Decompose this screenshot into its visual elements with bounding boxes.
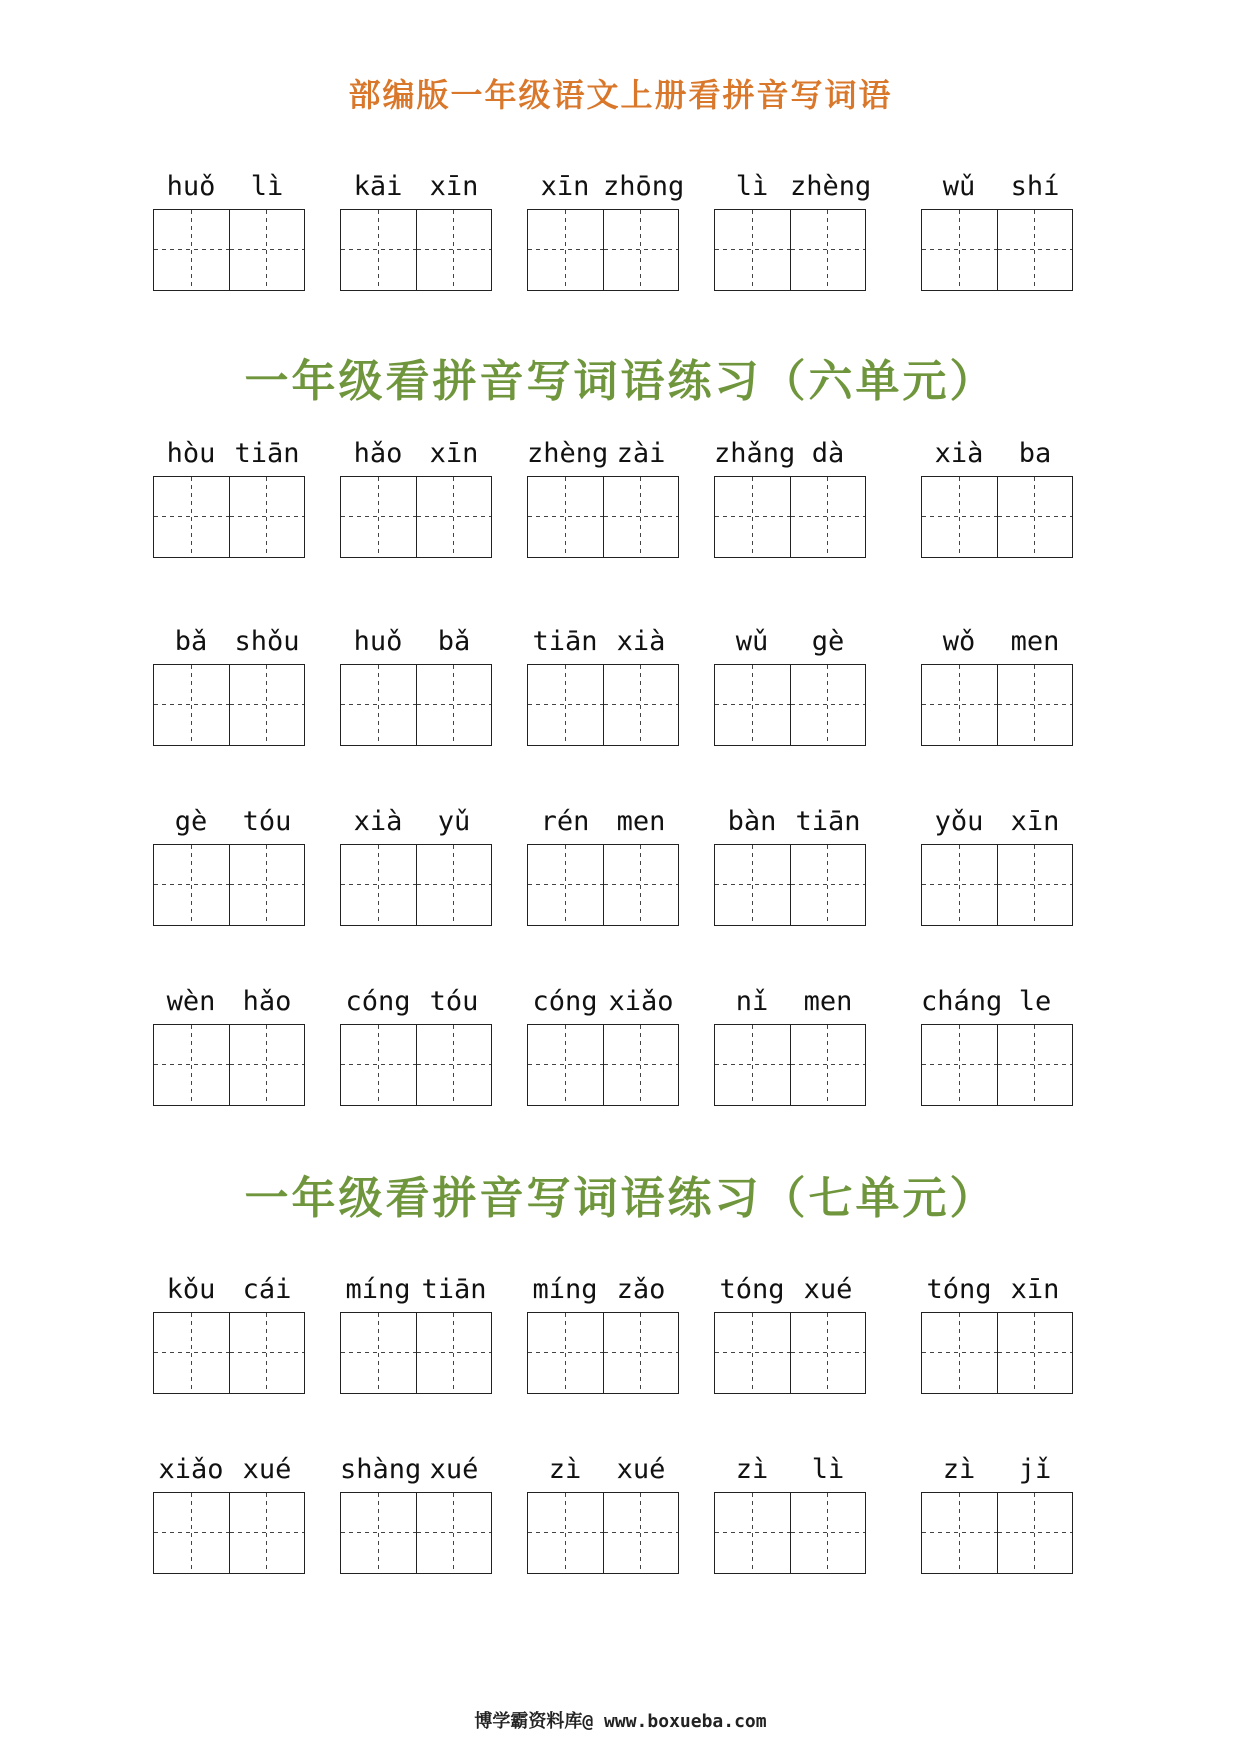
writing-grid <box>921 476 1073 558</box>
pinyin-syllable: men <box>1010 626 1060 657</box>
pinyin-label <box>153 1268 305 1312</box>
pinyin-syllable: bǎ <box>174 626 208 657</box>
pinyin-syllable: jǐ <box>1018 1454 1052 1485</box>
pinyin-syllable: cái <box>242 1274 292 1305</box>
writing-grid <box>153 1024 305 1106</box>
tianzige-cell[interactable] <box>922 845 997 925</box>
tianzige-cell[interactable] <box>790 477 865 557</box>
writing-grid <box>340 664 492 746</box>
tianzige-cell[interactable] <box>715 1025 790 1105</box>
word-exercise <box>153 980 305 1106</box>
pinyin-label <box>714 1448 866 1492</box>
pinyin-label <box>714 620 866 664</box>
pinyin-syllable: huǒ <box>353 626 403 657</box>
pinyin-syllable: lì <box>811 1454 845 1485</box>
pinyin-syllable: hǎo <box>353 438 403 469</box>
tianzige-cell[interactable] <box>715 1493 790 1573</box>
pinyin-label <box>527 1268 679 1312</box>
pinyin-syllable: xià <box>616 626 666 657</box>
pinyin-syllable: xué <box>803 1274 853 1305</box>
writing-grid <box>921 844 1073 926</box>
tianzige-cell[interactable] <box>528 1313 603 1393</box>
writing-grid <box>714 844 866 926</box>
tianzige-cell[interactable] <box>715 477 790 557</box>
pinyin-syllable: zhèng <box>527 438 609 469</box>
pinyin-label <box>340 1268 492 1312</box>
pinyin-label <box>714 1268 866 1312</box>
pinyin-syllable: zhōng <box>603 171 685 202</box>
pinyin-label <box>340 432 492 476</box>
writing-grid <box>527 1492 679 1574</box>
pinyin-label <box>527 980 679 1024</box>
pinyin-label <box>153 800 305 844</box>
pinyin-syllable: zì <box>942 1454 976 1485</box>
tianzige-cell[interactable] <box>922 210 997 290</box>
pinyin-syllable: zǎo <box>616 1274 666 1305</box>
tianzige-cell[interactable] <box>790 1025 865 1105</box>
pinyin-syllable: cháng <box>921 986 1003 1017</box>
tianzige-cell[interactable] <box>790 1493 865 1573</box>
pinyin-syllable: yǒu <box>934 806 984 837</box>
pinyin-syllable: tóu <box>429 986 479 1017</box>
pinyin-syllable: cóng <box>345 986 411 1017</box>
tianzige-cell[interactable] <box>997 210 1072 290</box>
tianzige-cell[interactable] <box>715 1313 790 1393</box>
writing-grid <box>714 1312 866 1394</box>
pinyin-syllable: míng <box>345 1274 411 1305</box>
word-exercise <box>527 800 679 926</box>
pinyin-syllable: wǔ <box>942 171 976 202</box>
pinyin-label <box>921 1448 1073 1492</box>
pinyin-label <box>921 432 1073 476</box>
tianzige-cell[interactable] <box>341 210 416 290</box>
tianzige-cell[interactable] <box>715 845 790 925</box>
pinyin-syllable: xiǎo <box>158 1454 224 1485</box>
word-exercise <box>340 800 492 926</box>
word-exercise <box>153 1448 305 1574</box>
tianzige-cell[interactable] <box>603 1493 678 1573</box>
tianzige-cell[interactable] <box>790 1313 865 1393</box>
pinyin-syllable: xīn <box>429 171 479 202</box>
tianzige-cell[interactable] <box>416 845 491 925</box>
pinyin-syllable: bàn <box>727 806 777 837</box>
word-exercise <box>714 432 866 558</box>
writing-grid <box>714 664 866 746</box>
tianzige-cell[interactable] <box>997 1025 1072 1105</box>
word-exercise <box>921 165 1073 291</box>
tianzige-cell[interactable] <box>154 665 229 745</box>
word-exercise <box>340 1448 492 1574</box>
pinyin-syllable: men <box>616 806 666 837</box>
pinyin-label <box>153 620 305 664</box>
writing-grid <box>714 476 866 558</box>
tianzige-cell[interactable] <box>528 1493 603 1573</box>
word-exercise <box>921 980 1073 1106</box>
word-exercise <box>714 1448 866 1574</box>
pinyin-label <box>153 1448 305 1492</box>
pinyin-syllable: wèn <box>166 986 216 1017</box>
word-exercise <box>153 165 305 291</box>
pinyin-label <box>340 620 492 664</box>
writing-grid <box>340 476 492 558</box>
tianzige-cell[interactable] <box>229 1313 304 1393</box>
tianzige-cell[interactable] <box>341 1025 416 1105</box>
tianzige-cell[interactable] <box>229 1025 304 1105</box>
pinyin-syllable: hǎo <box>242 986 292 1017</box>
pinyin-label <box>340 165 492 209</box>
tianzige-cell[interactable] <box>997 845 1072 925</box>
tianzige-cell[interactable] <box>416 1493 491 1573</box>
word-exercise <box>340 980 492 1106</box>
pinyin-syllable: shàng <box>340 1454 422 1485</box>
pinyin-syllable: dà <box>811 438 845 469</box>
word-exercise <box>921 1448 1073 1574</box>
tianzige-cell[interactable] <box>790 665 865 745</box>
pinyin-label <box>714 980 866 1024</box>
pinyin-syllable: tóu <box>242 806 292 837</box>
word-exercise <box>340 1268 492 1394</box>
pinyin-syllable: yǔ <box>437 806 471 837</box>
tianzige-cell[interactable] <box>997 1493 1072 1573</box>
pinyin-syllable: xīn <box>1010 806 1060 837</box>
tianzige-cell[interactable] <box>154 477 229 557</box>
pinyin-syllable: huǒ <box>166 171 216 202</box>
tianzige-cell[interactable] <box>341 845 416 925</box>
word-exercise <box>921 1268 1073 1394</box>
pinyin-syllable: xué <box>429 1454 479 1485</box>
pinyin-syllable: tiān <box>234 438 300 469</box>
pinyin-label <box>527 620 679 664</box>
tianzige-cell[interactable] <box>922 665 997 745</box>
tianzige-cell[interactable] <box>416 1313 491 1393</box>
word-exercise <box>527 620 679 746</box>
tianzige-cell[interactable] <box>229 845 304 925</box>
tianzige-cell[interactable] <box>603 665 678 745</box>
pinyin-label <box>921 165 1073 209</box>
pinyin-label <box>527 432 679 476</box>
pinyin-syllable: zhǎng <box>714 438 796 469</box>
writing-grid <box>714 209 866 291</box>
tianzige-cell[interactable] <box>341 665 416 745</box>
word-exercise <box>527 432 679 558</box>
pinyin-syllable: zì <box>548 1454 582 1485</box>
pinyin-syllable: xīn <box>1010 1274 1060 1305</box>
tianzige-cell[interactable] <box>154 845 229 925</box>
writing-grid <box>340 1492 492 1574</box>
tianzige-cell[interactable] <box>528 665 603 745</box>
writing-grid <box>527 1312 679 1394</box>
writing-grid <box>340 844 492 926</box>
tianzige-cell[interactable] <box>154 210 229 290</box>
writing-grid <box>153 476 305 558</box>
word-exercise <box>153 620 305 746</box>
pinyin-label <box>153 432 305 476</box>
tianzige-cell[interactable] <box>229 477 304 557</box>
word-exercise <box>921 800 1073 926</box>
pinyin-label <box>714 800 866 844</box>
word-exercise <box>714 800 866 926</box>
pinyin-label <box>921 800 1073 844</box>
tianzige-cell[interactable] <box>603 210 678 290</box>
writing-grid <box>527 476 679 558</box>
word-exercise <box>921 620 1073 746</box>
tianzige-cell[interactable] <box>790 210 865 290</box>
pinyin-syllable: ba <box>1018 438 1052 469</box>
pinyin-label <box>153 165 305 209</box>
pinyin-syllable: hòu <box>166 438 216 469</box>
tianzige-cell[interactable] <box>229 1493 304 1573</box>
pinyin-syllable: zhèng <box>790 171 872 202</box>
pinyin-syllable: lì <box>250 171 284 202</box>
writing-grid <box>921 1312 1073 1394</box>
pinyin-syllable: xià <box>934 438 984 469</box>
pinyin-label <box>921 1268 1073 1312</box>
tianzige-cell[interactable] <box>528 477 603 557</box>
word-exercise <box>153 800 305 926</box>
writing-grid <box>527 1024 679 1106</box>
pinyin-syllable: wǒ <box>942 626 976 657</box>
writing-grid <box>527 844 679 926</box>
word-exercise <box>153 1268 305 1394</box>
writing-grid <box>714 1024 866 1106</box>
document-title: 部编版一年级语文上册看拼音写词语 <box>348 76 893 114</box>
writing-grid <box>921 1024 1073 1106</box>
pinyin-syllable: gè <box>811 626 845 657</box>
pinyin-syllable: kǒu <box>166 1274 216 1305</box>
footer-watermark: 博学霸资料库@ www.boxueba.com <box>474 1711 767 1732</box>
tianzige-cell[interactable] <box>603 477 678 557</box>
writing-grid <box>153 209 305 291</box>
word-exercise <box>714 620 866 746</box>
pinyin-syllable: nǐ <box>735 986 769 1017</box>
pinyin-syllable: xīn <box>429 438 479 469</box>
section-title-unit-7: 一年级看拼音写词语练习（七单元） <box>244 1173 997 1224</box>
pinyin-syllable: xiǎo <box>608 986 674 1017</box>
word-exercise <box>714 980 866 1106</box>
word-exercise <box>340 165 492 291</box>
tianzige-cell[interactable] <box>416 1025 491 1105</box>
pinyin-label <box>340 980 492 1024</box>
pinyin-syllable: tóng <box>926 1274 992 1305</box>
pinyin-syllable: míng <box>532 1274 598 1305</box>
pinyin-syllable: le <box>1018 986 1052 1017</box>
word-exercise <box>527 980 679 1106</box>
tianzige-cell[interactable] <box>416 665 491 745</box>
word-exercise <box>527 165 685 291</box>
tianzige-cell[interactable] <box>229 210 304 290</box>
writing-grid <box>921 664 1073 746</box>
tianzige-cell[interactable] <box>528 210 603 290</box>
word-exercise <box>153 432 305 558</box>
tianzige-cell[interactable] <box>997 665 1072 745</box>
pinyin-label <box>714 432 866 476</box>
writing-grid <box>527 664 679 746</box>
pinyin-syllable: gè <box>174 806 208 837</box>
pinyin-syllable: kāi <box>353 171 403 202</box>
pinyin-syllable: zì <box>735 1454 769 1485</box>
pinyin-syllable: xià <box>353 806 403 837</box>
pinyin-syllable: tiān <box>421 1274 487 1305</box>
pinyin-syllable: shǒu <box>234 626 300 657</box>
word-exercise <box>527 1268 679 1394</box>
pinyin-syllable: xué <box>242 1454 292 1485</box>
pinyin-syllable: tóng <box>719 1274 785 1305</box>
word-exercise <box>714 165 872 291</box>
word-exercise <box>714 1268 866 1394</box>
pinyin-syllable: xué <box>616 1454 666 1485</box>
tianzige-cell[interactable] <box>922 477 997 557</box>
pinyin-label <box>921 980 1073 1024</box>
tianzige-cell[interactable] <box>715 665 790 745</box>
writing-grid <box>921 209 1073 291</box>
pinyin-label <box>340 800 492 844</box>
tianzige-cell[interactable] <box>715 210 790 290</box>
word-exercise <box>340 432 492 558</box>
writing-grid <box>340 1024 492 1106</box>
writing-grid <box>340 209 492 291</box>
pinyin-label <box>921 620 1073 664</box>
writing-grid <box>714 1492 866 1574</box>
tianzige-cell[interactable] <box>229 665 304 745</box>
tianzige-cell[interactable] <box>603 845 678 925</box>
pinyin-syllable: cóng <box>532 986 598 1017</box>
writing-grid <box>921 1492 1073 1574</box>
tianzige-cell[interactable] <box>341 477 416 557</box>
pinyin-syllable: rén <box>540 806 590 837</box>
pinyin-syllable: xīn <box>540 171 590 202</box>
tianzige-cell[interactable] <box>603 1025 678 1105</box>
pinyin-syllable: tiān <box>795 806 861 837</box>
word-exercise <box>340 620 492 746</box>
writing-grid <box>153 664 305 746</box>
word-exercise <box>527 1448 679 1574</box>
section-title-unit-6: 一年级看拼音写词语练习（六单元） <box>244 356 997 407</box>
pinyin-label <box>153 980 305 1024</box>
writing-grid <box>340 1312 492 1394</box>
pinyin-syllable: lì <box>735 171 769 202</box>
pinyin-label <box>527 1448 679 1492</box>
tianzige-cell[interactable] <box>154 1493 229 1573</box>
tianzige-cell[interactable] <box>416 210 491 290</box>
tianzige-cell[interactable] <box>997 1313 1072 1393</box>
tianzige-cell[interactable] <box>603 1313 678 1393</box>
tianzige-cell[interactable] <box>790 845 865 925</box>
writing-grid <box>153 1492 305 1574</box>
tianzige-cell[interactable] <box>528 1025 603 1105</box>
pinyin-syllable: tiān <box>532 626 598 657</box>
pinyin-label <box>714 165 872 209</box>
tianzige-cell[interactable] <box>922 1025 997 1105</box>
tianzige-cell[interactable] <box>341 1313 416 1393</box>
writing-grid <box>153 1312 305 1394</box>
tianzige-cell[interactable] <box>154 1313 229 1393</box>
pinyin-syllable: men <box>803 986 853 1017</box>
writing-grid <box>153 844 305 926</box>
tianzige-cell[interactable] <box>416 477 491 557</box>
writing-grid <box>527 209 679 291</box>
pinyin-syllable: bǎ <box>437 626 471 657</box>
tianzige-cell[interactable] <box>154 1025 229 1105</box>
pinyin-syllable: wǔ <box>735 626 769 657</box>
tianzige-cell[interactable] <box>528 845 603 925</box>
pinyin-label <box>340 1448 492 1492</box>
word-exercise <box>921 432 1073 558</box>
tianzige-cell[interactable] <box>922 1313 997 1393</box>
pinyin-label <box>527 800 679 844</box>
pinyin-syllable: zài <box>616 438 666 469</box>
pinyin-label <box>527 165 685 209</box>
pinyin-syllable: shí <box>1010 171 1060 202</box>
tianzige-cell[interactable] <box>997 477 1072 557</box>
tianzige-cell[interactable] <box>341 1493 416 1573</box>
tianzige-cell[interactable] <box>922 1493 997 1573</box>
